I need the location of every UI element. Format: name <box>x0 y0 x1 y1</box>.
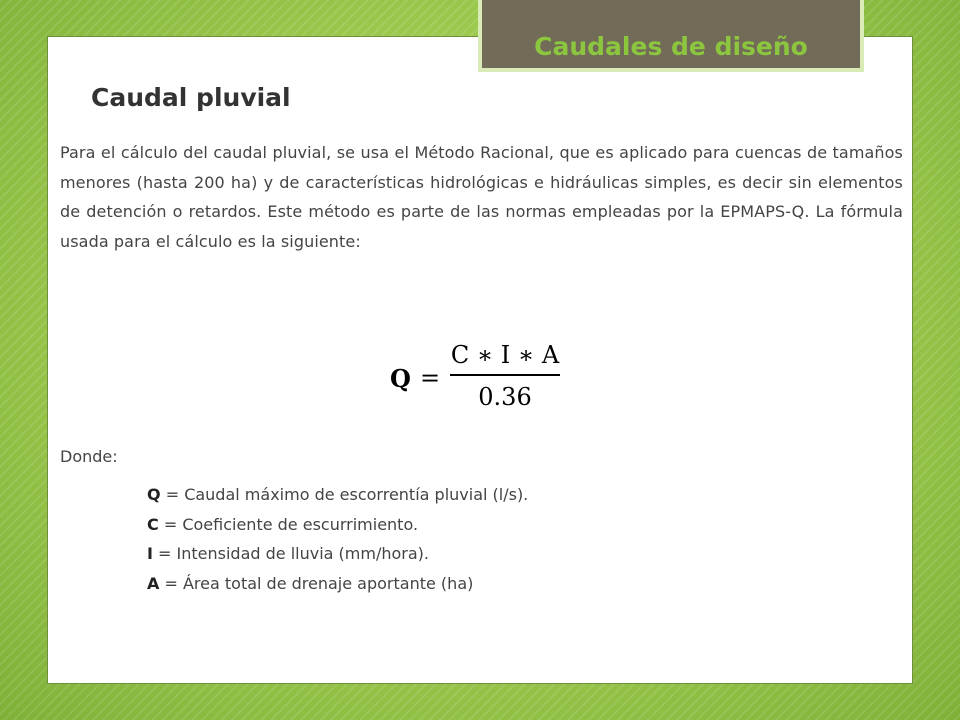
definition-item <box>147 510 528 540</box>
definition-text: = Intensidad de lluvia (mm/hora). <box>152 544 429 563</box>
fraction-bar <box>450 374 560 376</box>
definition-symbol: A <box>147 573 160 593</box>
formula-numerator: C ∗ I ∗ A <box>450 341 560 369</box>
definition-text: = Área total de drenaje aportante (ha) <box>159 573 474 593</box>
formula-denominator: 0.36 <box>478 383 532 411</box>
definition-symbol: C <box>147 514 159 534</box>
definition-symbol: I <box>147 544 153 563</box>
definition-text: = Caudal máximo de escorrentía pluvial (l/s). <box>160 485 529 504</box>
formula-lhs: Q <box>390 364 411 393</box>
body-paragraph: Para el cálculo del caudal pluvial, se usa el Método Racional, que es aplicado para cuencas de tamaños menores (hasta 200 ha) y de características hidrológicas e hidráulicas simples, es decir sin elementos de detención o retardos. Este método es parte de las normas empleadas por la EPMAPS-Q. La fórmula usada para el cálculo es la siguiente: <box>60 143 903 251</box>
slide-subtitle: Caudal pluvial <box>91 83 291 112</box>
definition-symbol: Q <box>147 485 161 504</box>
formula-fraction <box>450 338 560 414</box>
where-label: Donde: <box>60 447 118 466</box>
definition-item <box>147 539 528 569</box>
variable-definitions <box>147 480 528 598</box>
formula-equals: = <box>420 364 441 392</box>
definition-item <box>147 480 528 510</box>
definition-item <box>147 569 528 599</box>
definition-text: = Coeficiente de escurrimiento. <box>158 514 419 534</box>
section-title: Caudales de diseño <box>534 32 808 61</box>
